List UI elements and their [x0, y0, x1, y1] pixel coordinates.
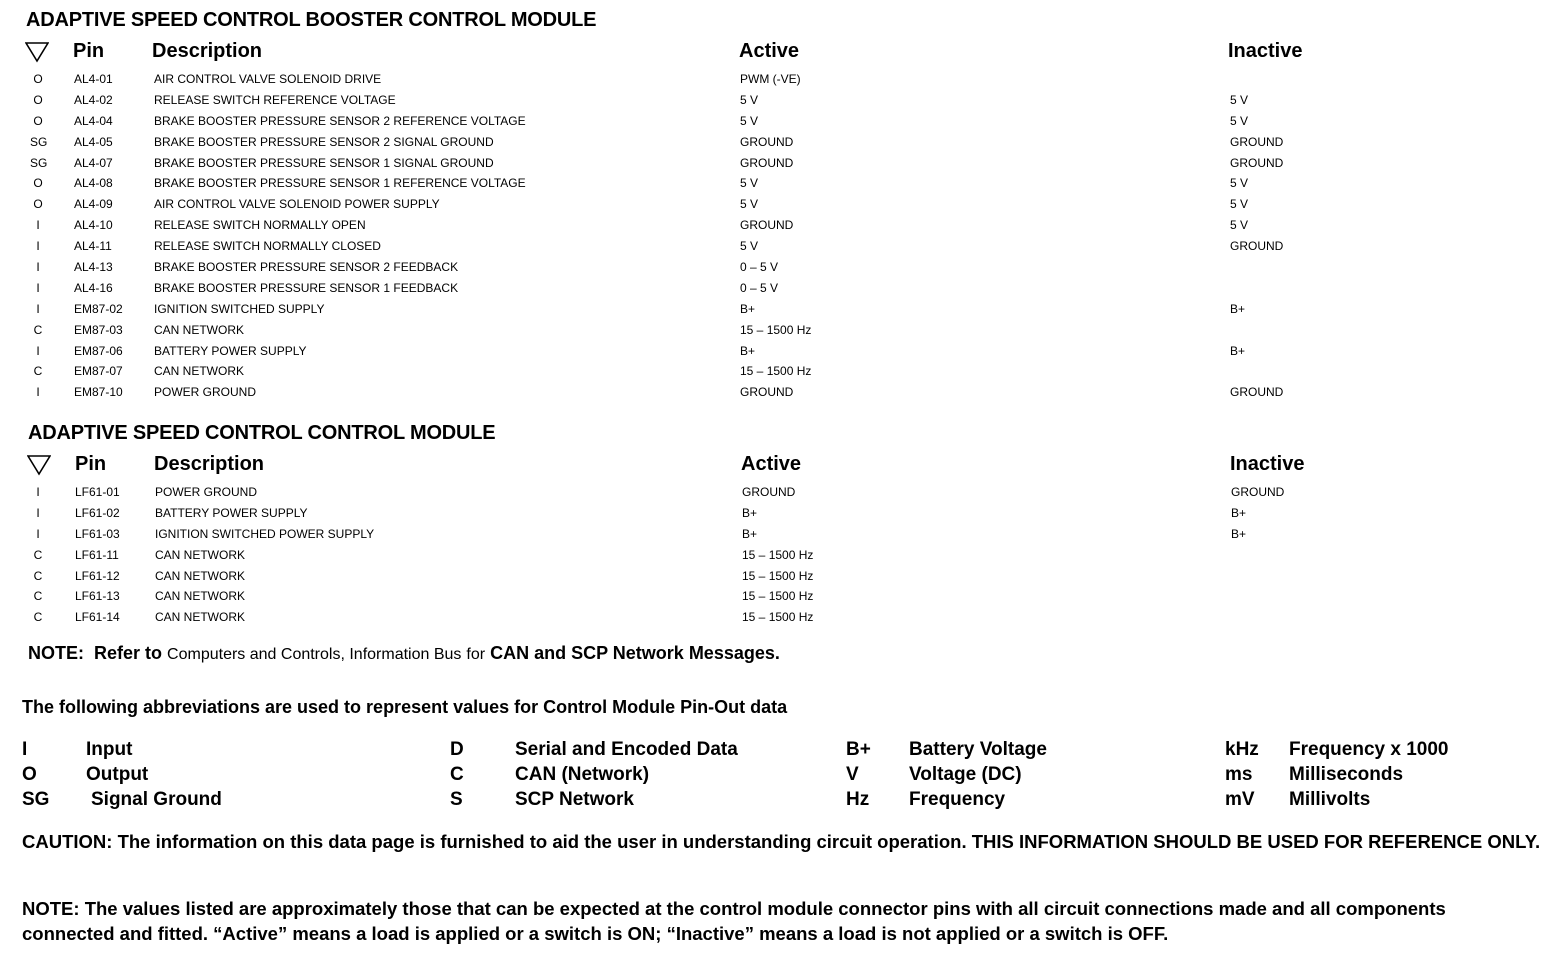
- active-cell: GROUND: [740, 155, 794, 170]
- type-cell: I: [36, 239, 40, 254]
- pin-cell: AL4-09: [74, 197, 113, 212]
- pin-cell: LF61-13: [75, 589, 120, 604]
- inactive-cell: 5 V: [1230, 197, 1249, 212]
- active-cell: 5 V: [740, 176, 759, 191]
- abbr-meaning: Voltage (DC): [909, 764, 1022, 785]
- description-cell: CAN NETWORK: [155, 610, 245, 625]
- type-cell: I: [36, 218, 40, 233]
- pin-cell: LF61-03: [75, 526, 120, 541]
- type-cell: SG: [30, 155, 48, 170]
- pin-cell: AL4-02: [74, 92, 113, 107]
- inactive-cell: B+: [1230, 301, 1246, 316]
- type-cell: C: [33, 610, 43, 625]
- active-cell: 0 – 5 V: [740, 280, 779, 295]
- type-cell: C: [33, 547, 43, 562]
- pin-cell: LF61-14: [75, 610, 120, 625]
- description-cell: AIR CONTROL VALVE SOLENOID POWER SUPPLY: [154, 197, 440, 212]
- abbr-code: S: [450, 789, 463, 810]
- active-cell: GROUND: [740, 218, 794, 233]
- pin-cell: AL4-11: [74, 239, 112, 254]
- abbr-meaning: Frequency: [909, 789, 1006, 810]
- type-cell: C: [33, 364, 43, 379]
- active-cell: B+: [742, 505, 758, 520]
- abbr-code: O: [22, 764, 37, 785]
- section1-header-active: Active: [739, 40, 800, 62]
- abbr-code: D: [450, 739, 464, 760]
- description-cell: RELEASE SWITCH NORMALLY OPEN: [154, 218, 366, 233]
- note-mid: for: [466, 646, 486, 663]
- inactive-cell: 5 V: [1230, 176, 1249, 191]
- abbreviations-intro: The following abbreviations are used to represent values for Control Module Pin-Out data: [22, 697, 788, 717]
- abbr-code: C: [450, 764, 464, 785]
- values-note-text: NOTE: The values listed are approximately those that can be expected at the control module connector pins with all circuit connections made and all components connected and fitted. “Active” means a load is applied or a switch is ON; “Inactive” means a load is not applied or a switch is OFF.: [22, 898, 1446, 944]
- inactive-cell: 5 V: [1230, 113, 1249, 128]
- note-label: NOTE:: [28, 643, 84, 663]
- abbr-meaning: Output: [86, 764, 149, 785]
- description-cell: CAN NETWORK: [155, 547, 245, 562]
- section1-header-description: Description: [152, 40, 263, 62]
- description-cell: BATTERY POWER SUPPLY: [154, 343, 307, 358]
- abbr-meaning: Battery Voltage: [909, 739, 1047, 760]
- description-cell: BATTERY POWER SUPPLY: [155, 505, 308, 520]
- pin-cell: AL4-05: [74, 134, 113, 149]
- type-cell: I: [36, 260, 40, 275]
- section2-header-active: Active: [741, 453, 802, 475]
- type-cell: I: [36, 485, 40, 499]
- active-cell: PWM (-VE): [740, 72, 801, 86]
- caution-text: CAUTION: The information on this data page is furnished to aid the user in understanding circuit operation. THIS INFORMATION SHOULD BE USED FOR REFERENCE ONLY.: [22, 831, 1541, 852]
- section1-title: ADAPTIVE SPEED CONTROL BOOSTER CONTROL MODULE: [26, 9, 597, 31]
- abbr-meaning: Milliseconds: [1289, 764, 1404, 785]
- type-cell: C: [33, 322, 43, 337]
- description-cell: BRAKE BOOSTER PRESSURE SENSOR 1 SIGNAL GROUND: [154, 155, 494, 170]
- description-cell: POWER GROUND: [155, 485, 257, 499]
- abbr-code: mV: [1225, 789, 1255, 810]
- abbr-code: ms: [1225, 764, 1253, 785]
- type-cell: O: [33, 113, 43, 128]
- abbr-code: V: [846, 764, 859, 785]
- inactive-cell: B+: [1230, 343, 1246, 358]
- note-reference: Computers and Controls, Information Bus: [167, 646, 462, 663]
- active-cell: 15 – 1500 Hz: [740, 322, 812, 337]
- inactive-cell: GROUND: [1230, 134, 1284, 149]
- pin-cell: LF61-01: [75, 485, 120, 499]
- description-cell: BRAKE BOOSTER PRESSURE SENSOR 1 REFERENCE VOLTAGE: [154, 176, 526, 191]
- abbr-meaning: Frequency x 1000: [1289, 739, 1449, 760]
- active-cell: GROUND: [742, 485, 796, 499]
- active-cell: 15 – 1500 Hz: [742, 610, 814, 625]
- type-cell: C: [33, 589, 43, 604]
- type-cell: I: [36, 385, 40, 400]
- description-cell: CAN NETWORK: [155, 589, 245, 604]
- description-cell: RELEASE SWITCH NORMALLY CLOSED: [154, 239, 381, 254]
- active-cell: 5 V: [740, 197, 759, 212]
- note-lead: Refer to: [94, 643, 163, 663]
- abbr-code: kHz: [1225, 739, 1259, 760]
- description-cell: IGNITION SWITCHED SUPPLY: [154, 301, 325, 316]
- active-cell: 5 V: [740, 239, 759, 254]
- active-cell: 15 – 1500 Hz: [742, 547, 814, 562]
- type-cell: O: [33, 92, 43, 107]
- network-note: [28, 643, 780, 664]
- inactive-cell: B+: [1231, 505, 1247, 520]
- abbr-code: Hz: [846, 789, 870, 810]
- connector-triangle-icon: [27, 454, 51, 476]
- description-cell: BRAKE BOOSTER PRESSURE SENSOR 1 FEEDBACK: [154, 280, 459, 295]
- pin-cell: EM87-10: [74, 385, 123, 400]
- description-cell: CAN NETWORK: [155, 568, 245, 583]
- type-cell: I: [36, 301, 40, 316]
- abbr-code: SG: [22, 789, 50, 810]
- active-cell: 5 V: [740, 113, 759, 128]
- inactive-cell: B+: [1231, 526, 1247, 541]
- abbr-meaning: CAN (Network): [515, 764, 650, 785]
- pin-cell: EM87-03: [74, 322, 123, 337]
- pin-cell: AL4-10: [74, 218, 113, 233]
- type-cell: SG: [30, 134, 48, 149]
- description-cell: POWER GROUND: [154, 385, 256, 400]
- description-cell: IGNITION SWITCHED POWER SUPPLY: [155, 526, 375, 541]
- inactive-cell: GROUND: [1231, 485, 1285, 499]
- pin-cell: AL4-07: [74, 155, 113, 170]
- pin-cell: LF61-12: [75, 568, 120, 583]
- section2-title: ADAPTIVE SPEED CONTROL CONTROL MODULE: [28, 422, 496, 444]
- active-cell: B+: [740, 301, 756, 316]
- abbr-code: I: [22, 739, 28, 760]
- section1-header-inactive: Inactive: [1228, 40, 1303, 62]
- description-cell: CAN NETWORK: [154, 322, 244, 337]
- type-cell: I: [36, 505, 40, 520]
- description-cell: CAN NETWORK: [154, 364, 244, 379]
- description-cell: RELEASE SWITCH REFERENCE VOLTAGE: [154, 92, 396, 107]
- description-cell: BRAKE BOOSTER PRESSURE SENSOR 2 FEEDBACK: [154, 260, 459, 275]
- type-cell: C: [33, 568, 43, 583]
- abbr-meaning: Input: [86, 739, 133, 760]
- inactive-cell: 5 V: [1230, 218, 1249, 233]
- abbr-code: B+: [846, 739, 871, 760]
- abbr-meaning: Serial and Encoded Data: [515, 739, 738, 760]
- pin-cell: AL4-13: [74, 260, 113, 275]
- pin-cell: AL4-08: [74, 176, 113, 191]
- note-tail: CAN and SCP Network Messages.: [490, 643, 780, 663]
- active-cell: GROUND: [740, 385, 794, 400]
- section2-header-pin: Pin: [75, 453, 107, 475]
- connector-triangle-icon: [25, 41, 49, 63]
- abbr-meaning: Millivolts: [1289, 789, 1371, 810]
- active-cell: 15 – 1500 Hz: [740, 364, 812, 379]
- abbr-meaning: SCP Network: [515, 789, 634, 810]
- active-cell: 5 V: [740, 92, 759, 107]
- section2-header-description: Description: [154, 453, 265, 475]
- type-cell: O: [33, 176, 43, 191]
- type-cell: O: [33, 197, 43, 212]
- active-cell: B+: [740, 343, 756, 358]
- pin-cell: LF61-02: [75, 505, 120, 520]
- inactive-cell: 5 V: [1230, 92, 1249, 107]
- pin-cell: LF61-11: [75, 547, 119, 562]
- pin-cell: EM87-07: [74, 364, 123, 379]
- description-cell: BRAKE BOOSTER PRESSURE SENSOR 2 SIGNAL GROUND: [154, 134, 494, 149]
- pin-cell: EM87-06: [74, 343, 123, 358]
- inactive-cell: GROUND: [1230, 239, 1284, 254]
- pin-cell: AL4-16: [74, 280, 113, 295]
- description-cell: AIR CONTROL VALVE SOLENOID DRIVE: [154, 72, 382, 86]
- type-cell: I: [36, 526, 40, 541]
- pin-cell: EM87-02: [74, 301, 123, 316]
- inactive-cell: GROUND: [1230, 155, 1284, 170]
- inactive-cell: GROUND: [1230, 385, 1284, 400]
- active-cell: 15 – 1500 Hz: [742, 589, 814, 604]
- description-cell: BRAKE BOOSTER PRESSURE SENSOR 2 REFERENCE VOLTAGE: [154, 113, 526, 128]
- section2-header-inactive: Inactive: [1230, 453, 1305, 475]
- type-cell: O: [33, 72, 43, 86]
- active-cell: 15 – 1500 Hz: [742, 568, 814, 583]
- type-cell: I: [36, 280, 40, 295]
- pin-cell: AL4-04: [74, 113, 113, 128]
- abbr-meaning: Signal Ground: [91, 789, 222, 810]
- type-cell: I: [36, 343, 40, 358]
- active-cell: B+: [742, 526, 758, 541]
- section1-header-pin: Pin: [73, 40, 105, 62]
- pin-cell: AL4-01: [74, 72, 113, 86]
- active-cell: GROUND: [740, 134, 794, 149]
- active-cell: 0 – 5 V: [740, 260, 779, 275]
